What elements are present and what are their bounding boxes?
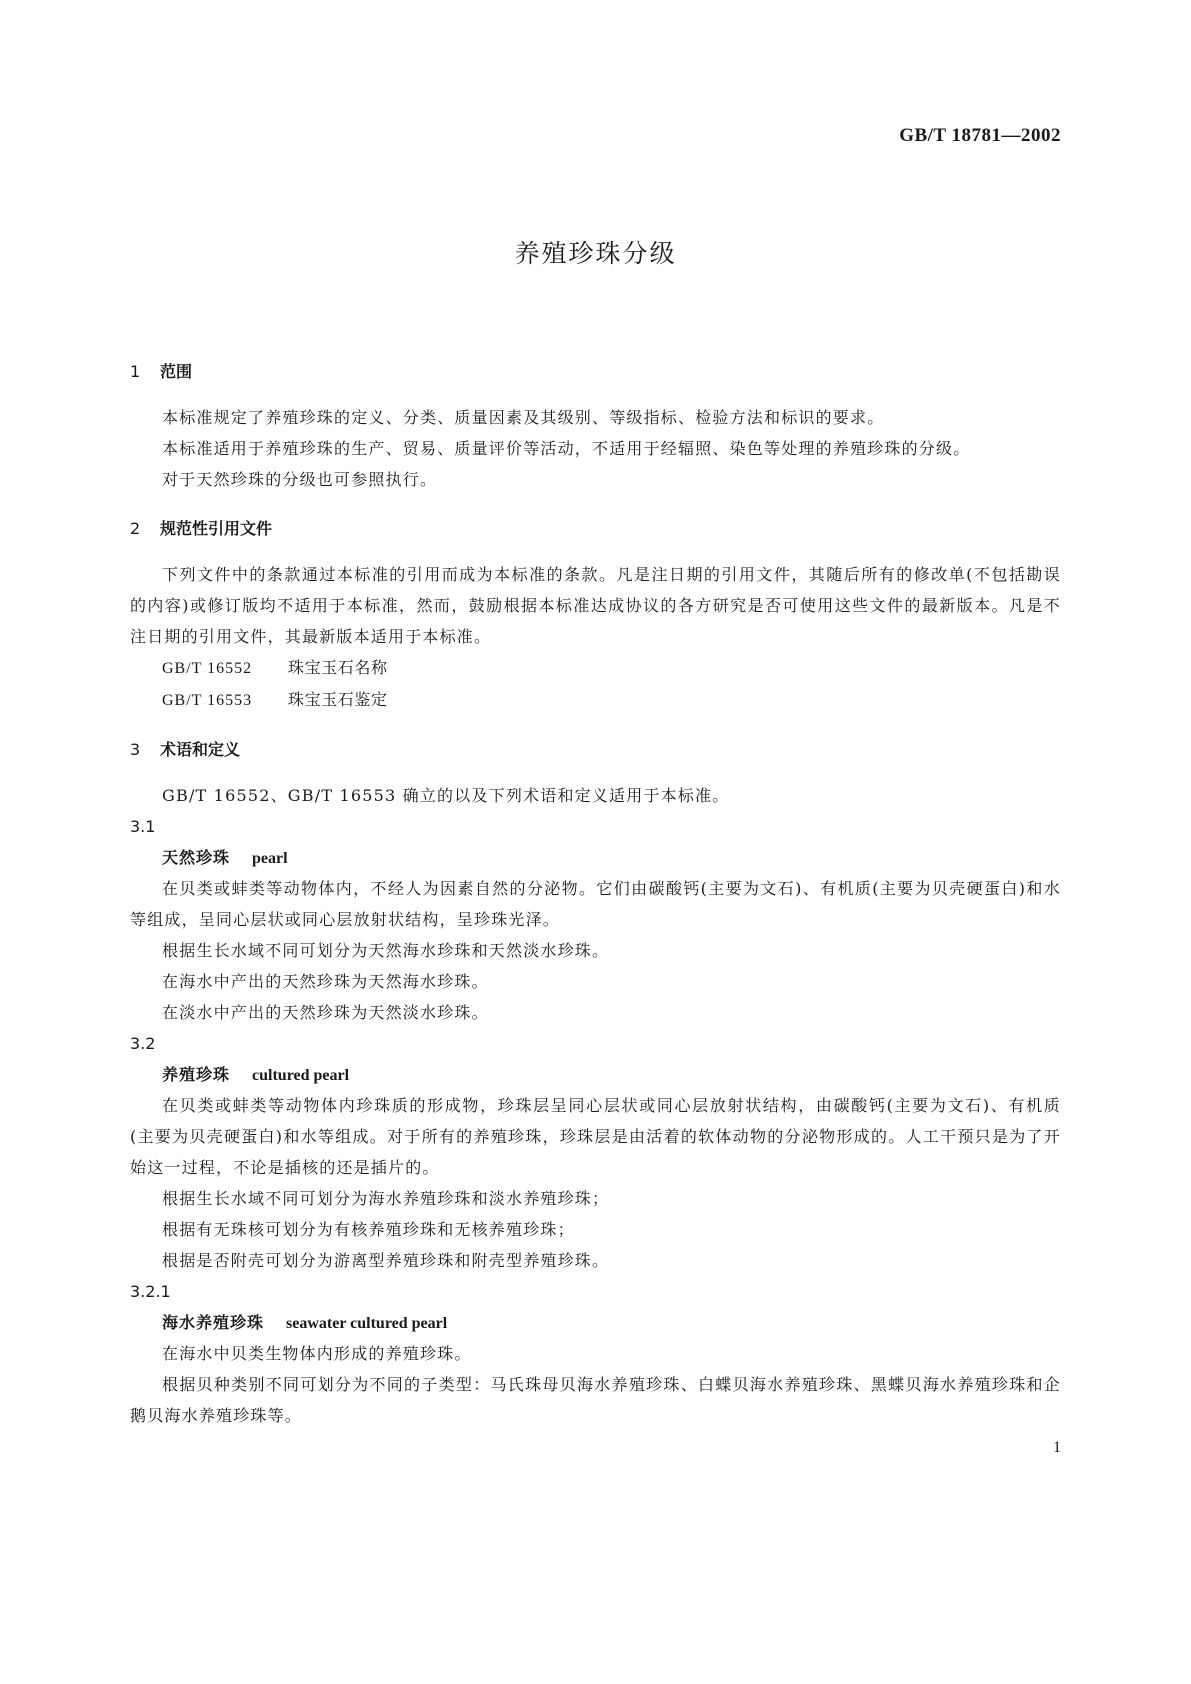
standard-number: GB/T 18781—2002 <box>899 125 1061 146</box>
term-english: pearl <box>252 850 288 867</box>
section-number: 1 <box>130 362 141 381</box>
clause-number: 3.2.1 <box>130 1282 171 1301</box>
paragraph: GB/T 16552、GB/T 16553 确立的以及下列术语和定义适用于本标准。 <box>162 786 730 805</box>
paragraph: 在淡水中产出的天然珍珠为天然淡水珍珠。 <box>162 1003 489 1022</box>
section-title: 规范性引用文件 <box>160 519 273 538</box>
section-heading-normative-references <box>130 509 1061 549</box>
section-number: 2 <box>130 519 141 538</box>
term-chinese: 天然珍珠 <box>162 848 231 867</box>
section-number: 3 <box>130 740 141 759</box>
paragraph: 根据有无珠核可划分为有核养殖珍珠和无核养殖珍珠； <box>162 1220 575 1239</box>
clause-number: 3.1 <box>130 817 156 836</box>
term-chinese: 养殖珍珠 <box>162 1065 231 1084</box>
page-number: 1 <box>1053 1439 1061 1456</box>
section-heading-scope <box>130 352 1061 392</box>
term-entry <box>130 842 1061 873</box>
paragraph: 根据生长水域不同可划分为海水养殖珍珠和淡水养殖珍珠； <box>162 1189 610 1208</box>
section-heading-terms-definitions <box>130 730 1061 770</box>
document-title: 养殖珍珠分级 <box>514 239 677 268</box>
reference-code: GB/T 16553 <box>162 692 253 709</box>
reference-item <box>130 652 1061 684</box>
paragraph: 下列文件中的条款通过本标准的引用而成为本标准的条款。凡是注日期的引用文件，其随后所有的修改单(不包括勘误的内容)或修订版均不适用于本标准，然而，鼓励根据本标准达成协议的各方研究是否可使用这些文件的最新版本。凡是不注日期的引用文件，其最新版本适用于本标准。 <box>130 565 1061 646</box>
clause-number: 3.2 <box>130 1034 156 1053</box>
term-english: seawater cultured pearl <box>286 1315 448 1332</box>
reference-name: 珠宝玉石鉴定 <box>288 690 388 709</box>
paragraph: 根据贝种类别不同可划分为不同的子类型：马氏珠母贝海水养殖珍珠、白蝶贝海水养殖珍珠、黑蝶贝海水养殖珍珠和企鹅贝海水养殖珍珠等。 <box>130 1375 1061 1425</box>
reference-item <box>130 684 1061 716</box>
paragraph: 本标准适用于养殖珍珠的生产、贸易、质量评价等活动，不适用于经辐照、染色等处理的养殖珍珠的分级。 <box>162 439 971 458</box>
paragraph: 本标准规定了养殖珍珠的定义、分类、质量因素及其级别、等级指标、检验方法和标识的要求。 <box>162 408 885 427</box>
term-chinese: 海水养殖珍珠 <box>162 1313 265 1332</box>
paragraph: 根据生长水域不同可划分为天然海水珍珠和天然淡水珍珠。 <box>162 941 610 960</box>
section-title: 术语和定义 <box>160 740 241 759</box>
paragraph: 根据是否附壳可划分为游离型养殖珍珠和附壳型养殖珍珠。 <box>162 1251 610 1270</box>
document-body <box>130 352 1061 1431</box>
reference-code: GB/T 16552 <box>162 660 253 677</box>
term-entry <box>130 1059 1061 1090</box>
paragraph: 在贝类或蚌类等动物体内，不经人为因素自然的分泌物。它们由碳酸钙(主要为文石)、有机质(主要为贝壳硬蛋白)和水等组成，呈同心层状或同心层放射状结构，呈珍珠光泽。 <box>130 879 1061 929</box>
term-english: cultured pearl <box>252 1067 350 1084</box>
term-entry <box>130 1307 1061 1338</box>
paragraph: 在海水中贝类生物体内形成的养殖珍珠。 <box>162 1344 472 1363</box>
section-title: 范围 <box>160 362 193 381</box>
paragraph: 对于天然珍珠的分级也可参照执行。 <box>162 470 438 489</box>
reference-name: 珠宝玉石名称 <box>288 658 388 677</box>
paragraph: 在贝类或蚌类等动物体内珍珠质的形成物，珍珠层呈同心层状或同心层放射状结构，由碳酸钙(主要为文石)、有机质(主要为贝壳硬蛋白)和水等组成。对于所有的养殖珍珠，珍珠层是由活着的软体动物的分泌物形成的。人工干预只是为了开始这一过程，不论是插核的还是插片的。 <box>130 1096 1061 1177</box>
paragraph: 在海水中产出的天然珍珠为天然海水珍珠。 <box>162 972 489 991</box>
